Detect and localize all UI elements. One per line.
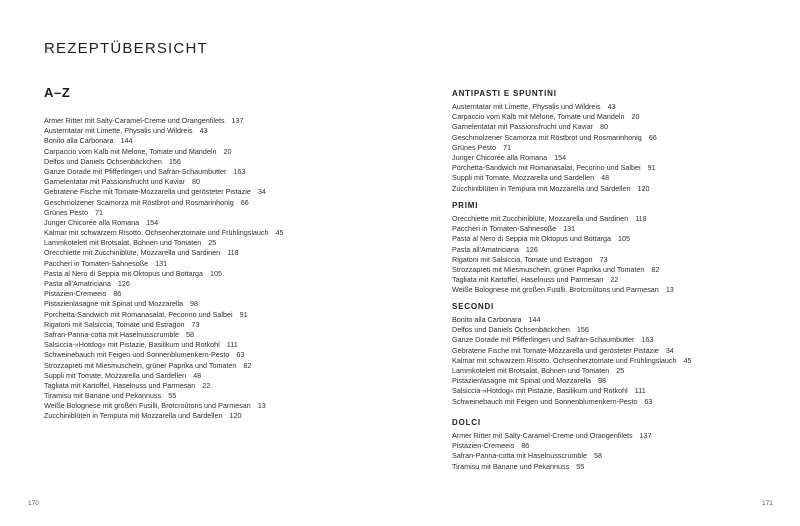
recipe-page-number: 120 [229, 411, 242, 421]
recipe-name: Lammkotelett mit Brotsalat, Bohnen und Tomaten [452, 365, 610, 375]
recipe-name: Pistazienlasagne mit Spinat und Mozzarella [44, 299, 184, 309]
recipe-entry [452, 255, 782, 265]
recipe-name: Weiße Bolognese mit großen Fusilli, Brotcroûtons und Parmesan [452, 285, 659, 295]
recipe-name: Junger Chicorée alla Romana [452, 152, 548, 162]
section-heading: ANTIPASTI E SPUNTINI [452, 89, 557, 98]
recipe-entry [44, 391, 384, 401]
recipe-page-number: 105 [618, 234, 631, 244]
recipe-entry [44, 116, 384, 126]
recipe-name: Paccheri in Tomaten-Sahnesoße [44, 258, 149, 268]
recipe-entry [44, 147, 384, 157]
recipe-entry [44, 361, 384, 371]
recipe-entry [452, 431, 782, 441]
recipe-entry [44, 218, 384, 228]
recipe-entry [452, 163, 782, 173]
recipe-entry [452, 133, 782, 143]
recipe-entry [452, 356, 782, 366]
recipe-name: Rigatoni mit Salsiccia, Tomate und Estragon [452, 254, 593, 264]
recipe-name: Zucchiniblüten in Tempura mit Mozzarella und Sardellen [44, 411, 223, 421]
recipe-name: Austerntatar mit Limette, Physalis und Wildreis [44, 126, 193, 136]
recipe-page-number: 154 [554, 152, 567, 162]
recipe-entry [452, 173, 782, 183]
recipe-page-number: 118 [227, 248, 239, 258]
recipe-page-number: 118 [635, 214, 647, 223]
recipe-name: Pistazienlasagne mit Spinat und Mozzarella [452, 376, 592, 386]
recipe-name: Strozzapreti mit Miesmuscheln, grüner Paprika und Tomaten [44, 360, 237, 370]
recipe-page-number: 66 [240, 197, 249, 207]
recipe-page-number: 163 [233, 166, 246, 176]
recipe-page-number: 86 [521, 441, 530, 451]
recipe-name: Bonito alla Carbonara [452, 315, 522, 324]
recipe-entry [452, 102, 782, 112]
recipe-name: Carpaccio vom Kalb mit Melone, Tomate und Mandeln [452, 112, 625, 122]
recipe-entry [452, 143, 782, 153]
recipe-name: Schweinebauch mit Feigen und Sonnenblumenkern-Pesto [44, 350, 230, 360]
recipe-page-number: 156 [168, 156, 181, 166]
recipe-page-number: 71 [502, 142, 511, 152]
recipe-entry [44, 350, 384, 360]
recipe-name: Orecchiette mit Zucchiniblüte, Mozzarella und Sardinen [44, 248, 221, 258]
recipe-name: Salsiccia-»Hotdog« mit Pistazie, Basilikum und Rotkohl [452, 386, 628, 396]
recipe-page-number: 111 [634, 386, 646, 396]
recipe-page-number: 80 [192, 177, 201, 187]
recipe-name: Grünes Pesto [44, 207, 88, 217]
recipe-page-number: 91 [647, 163, 656, 173]
recipe-entry [44, 208, 384, 218]
recipe-page-number: 63 [236, 350, 245, 360]
recipe-page-number: 34 [665, 345, 674, 355]
recipe-entry [44, 299, 384, 309]
recipe-page-number: 126 [117, 279, 130, 288]
recipe-page-number: 154 [146, 217, 159, 227]
recipe-entry [452, 184, 782, 194]
page-number-right: 171 [762, 500, 773, 507]
section-secondi [452, 302, 782, 407]
recipe-name: Orecchiette mit Zucchiniblüte, Mozzarella und Sardinen [452, 214, 629, 223]
recipe-name: Pasta all'Amatriciana [452, 244, 519, 254]
recipe-name: Pistazien-Cremeeis [44, 289, 107, 299]
recipe-name: Bonito alla Carbonara [44, 136, 114, 146]
recipe-page-number: 144 [528, 315, 541, 324]
recipe-entry [452, 234, 782, 244]
recipe-page-number: 86 [113, 289, 122, 299]
recipe-entry [452, 335, 782, 345]
recipe-name: Delfos und Daniels Ochsenbäckchen [452, 325, 570, 335]
recipe-entry [44, 248, 384, 258]
recipe-page-number: 126 [525, 244, 538, 254]
recipe-name: Zucchiniblüten in Tempura mit Mozzarella und Sardellen [452, 183, 631, 193]
az-heading: A–Z [44, 85, 71, 100]
recipe-name: Armer Ritter mit Salty-Caramel-Creme und Orangenfilets [452, 431, 633, 440]
recipe-name: Pistazien-Cremeeis [452, 441, 515, 451]
recipe-page-number: 73 [191, 319, 200, 329]
recipe-page-number: 163 [641, 335, 654, 345]
recipe-name: Junger Chicorée alla Romana [44, 217, 140, 227]
right-page [400, 0, 800, 526]
recipe-page-number: 111 [226, 340, 238, 350]
recipe-entry [452, 112, 782, 122]
recipe-name: Carpaccio vom Kalb mit Melone, Tomate und Mandeln [44, 146, 217, 156]
section-recipe-list [452, 214, 782, 296]
recipe-entry [452, 451, 782, 461]
recipe-name: Gebratene Fische mit Tomate-Mozzarella und gerösteter Pistazie [44, 187, 251, 197]
recipe-name: Austerntatar mit Limette, Physalis und Wildreis [452, 102, 601, 111]
recipe-name: Pasta all'Amatriciana [44, 279, 111, 288]
recipe-entry [452, 386, 782, 396]
page-title: REZEPTÜBERSICHT [44, 40, 208, 57]
recipe-page-number: 13 [665, 285, 674, 295]
recipe-entry [44, 228, 384, 238]
recipe-name: Porchetta-Sandwich mit Romanasalat, Pecorino und Salbei [44, 309, 233, 319]
recipe-page-number: 45 [275, 228, 284, 238]
recipe-entry [452, 441, 782, 451]
recipe-page-number: 144 [120, 136, 133, 146]
recipe-name: Porchetta-Sandwich mit Romanasalat, Pecorino und Salbei [452, 163, 641, 173]
recipe-name: Strozzapreti mit Miesmuscheln, grüner Paprika und Tomaten [452, 264, 645, 274]
recipe-name: Suppli mit Tomate, Mozzarella und Sardellen [44, 370, 187, 380]
recipe-page-number: 58 [594, 451, 603, 461]
page-number-left: 170 [28, 500, 39, 507]
recipe-name: Garnelentatar mit Passionsfrucht und Kaviar [452, 122, 594, 132]
recipe-entry [452, 346, 782, 356]
recipe-entry [452, 325, 782, 335]
recipe-page-number: 55 [576, 461, 585, 471]
recipe-name: Geschmolzener Scamorza mit Röstbrot und Rosmarinhonig [452, 132, 642, 142]
recipe-name: Ganze Dorade mit Pfifferlingen und Safran-Schaumbutter [44, 166, 227, 176]
recipe-name: Delfos und Daniels Ochsenbäckchen [44, 156, 162, 166]
recipe-page-number: 73 [599, 254, 608, 264]
recipe-entry [452, 214, 782, 224]
recipe-entry [44, 259, 384, 269]
recipe-entry [44, 411, 384, 421]
recipe-page-number: 156 [576, 325, 589, 335]
recipe-entry [44, 340, 384, 350]
recipe-entry [44, 136, 384, 146]
recipe-entry [44, 126, 384, 136]
recipe-name: Paccheri in Tomaten-Sahnesoße [452, 224, 557, 234]
section-heading: SECONDI [452, 302, 495, 311]
recipe-page-number: 63 [644, 396, 653, 406]
recipe-name: Lammkotelett mit Brotsalat, Bohnen und Tomaten [44, 238, 202, 248]
recipe-entry [44, 269, 384, 279]
section-primi [452, 201, 782, 296]
recipe-page-number: 66 [648, 132, 657, 142]
recipe-entry [44, 320, 384, 330]
recipe-page-number: 82 [651, 264, 660, 274]
recipe-entry [44, 330, 384, 340]
recipe-name: Ganze Dorade mit Pfifferlingen und Safran-Schaumbutter [452, 335, 635, 345]
recipe-name: Rigatoni mit Salsiccia, Tomate und Estragon [44, 319, 185, 329]
recipe-page-number: 71 [94, 207, 103, 217]
recipe-entry [452, 275, 782, 285]
section-recipe-list [452, 315, 782, 407]
recipe-entry [452, 265, 782, 275]
recipe-page-number: 80 [600, 122, 609, 132]
recipe-entry [452, 224, 782, 234]
recipe-name: Tagliata mit Kartoffel, Haselnuss und Parmesan [452, 275, 604, 285]
recipe-name: Armer Ritter mit Salty-Caramel-Creme und Orangenfilets [44, 116, 225, 125]
recipe-page-number: 13 [257, 401, 266, 411]
recipe-name: Tiramisu mit Banane und Pekannuss [452, 461, 570, 471]
recipe-page-number: 22 [202, 380, 211, 390]
recipe-entry [44, 238, 384, 248]
section-heading: PRIMI [452, 201, 479, 210]
recipe-page-number: 82 [243, 360, 252, 370]
recipe-name: Kalmar mit schwarzem Risotto, Ochsenherztomate und Frühlingslauch [44, 228, 269, 238]
recipe-entry [44, 187, 384, 197]
recipe-name: Pasta al Nero di Seppia mit Oktopus und Bottarga [44, 268, 204, 278]
section-heading: DOLCI [452, 418, 481, 427]
recipe-entry [452, 285, 782, 295]
recipe-page-number: 105 [210, 268, 223, 278]
recipe-name: Safran-Panna-cotta mit Haselnusscrumble [44, 329, 180, 339]
recipe-entry [44, 177, 384, 187]
recipe-entry [452, 397, 782, 407]
recipe-entry [452, 122, 782, 132]
recipe-name: Geschmolzener Scamorza mit Röstbrot und Rosmarinhonig [44, 197, 234, 207]
section-recipe-list [452, 431, 782, 472]
recipe-entry [452, 366, 782, 376]
recipe-name: Tiramisu mit Banane und Pekannuss [44, 391, 162, 401]
recipe-entry [44, 381, 384, 391]
recipe-name: Suppli mit Tomate, Mozzarella und Sardellen [452, 173, 595, 183]
section-recipe-list [452, 102, 782, 194]
recipe-name: Schweinebauch mit Feigen und Sonnenblumenkern-Pesto [452, 396, 638, 406]
recipe-entry [452, 315, 782, 325]
recipe-entry [44, 279, 384, 289]
recipe-page-number: 25 [208, 238, 217, 248]
recipe-page-number: 98 [598, 376, 607, 386]
section-antipasti [452, 89, 782, 194]
recipe-name: Safran-Panna-cotta mit Haselnusscrumble [452, 451, 588, 461]
recipe-page-number: 45 [683, 355, 692, 365]
recipe-name: Garnelentatar mit Passionsfrucht und Kaviar [44, 177, 186, 187]
recipe-name: Tagliata mit Kartoffel, Haselnuss und Parmesan [44, 380, 196, 390]
recipe-entry [44, 167, 384, 177]
recipe-page-number: 22 [610, 275, 619, 285]
recipe-entry [44, 401, 384, 411]
recipe-page-number: 34 [257, 187, 266, 197]
recipe-page-number: 20 [631, 112, 640, 122]
recipe-name: Grünes Pesto [452, 142, 496, 152]
recipe-name: Kalmar mit schwarzem Risotto, Ochsenherztomate und Frühlingslauch [452, 355, 677, 365]
recipe-entry [452, 462, 782, 472]
recipe-name: Weiße Bolognese mit großen Fusilli, Brotcroûtons und Parmesan [44, 401, 251, 411]
recipe-page-number: 120 [637, 183, 650, 193]
recipe-page-number: 43 [199, 126, 208, 136]
recipe-page-number: 91 [239, 309, 248, 319]
recipe-page-number: 25 [616, 365, 625, 375]
recipe-page-number: 48 [601, 173, 610, 183]
recipe-page-number: 55 [168, 391, 177, 401]
recipe-name: Gebratene Fische mit Tomate-Mozzarella und gerösteter Pistazie [452, 345, 659, 355]
section-dolci [452, 418, 782, 472]
recipe-entry [452, 153, 782, 163]
recipe-entry [44, 289, 384, 299]
recipe-page-number: 48 [193, 370, 202, 380]
recipe-entry [44, 371, 384, 381]
az-recipe-list [44, 116, 384, 422]
recipe-name: Salsiccia-»Hotdog« mit Pistazie, Basilikum und Rotkohl [44, 340, 220, 350]
recipe-page-number: 58 [186, 329, 195, 339]
recipe-name: Pasta al Nero di Seppia mit Oktopus und Bottarga [452, 234, 612, 244]
recipe-page-number: 137 [639, 431, 652, 440]
recipe-page-number: 20 [223, 146, 232, 156]
recipe-page-number: 137 [231, 116, 244, 125]
recipe-entry [44, 310, 384, 320]
recipe-page-number: 131 [155, 258, 168, 268]
recipe-entry [452, 376, 782, 386]
recipe-page-number: 131 [563, 224, 576, 234]
recipe-page-number: 43 [607, 102, 616, 111]
recipe-page-number: 98 [190, 299, 199, 309]
recipe-entry [44, 157, 384, 167]
recipe-entry [452, 245, 782, 255]
recipe-entry [44, 198, 384, 208]
